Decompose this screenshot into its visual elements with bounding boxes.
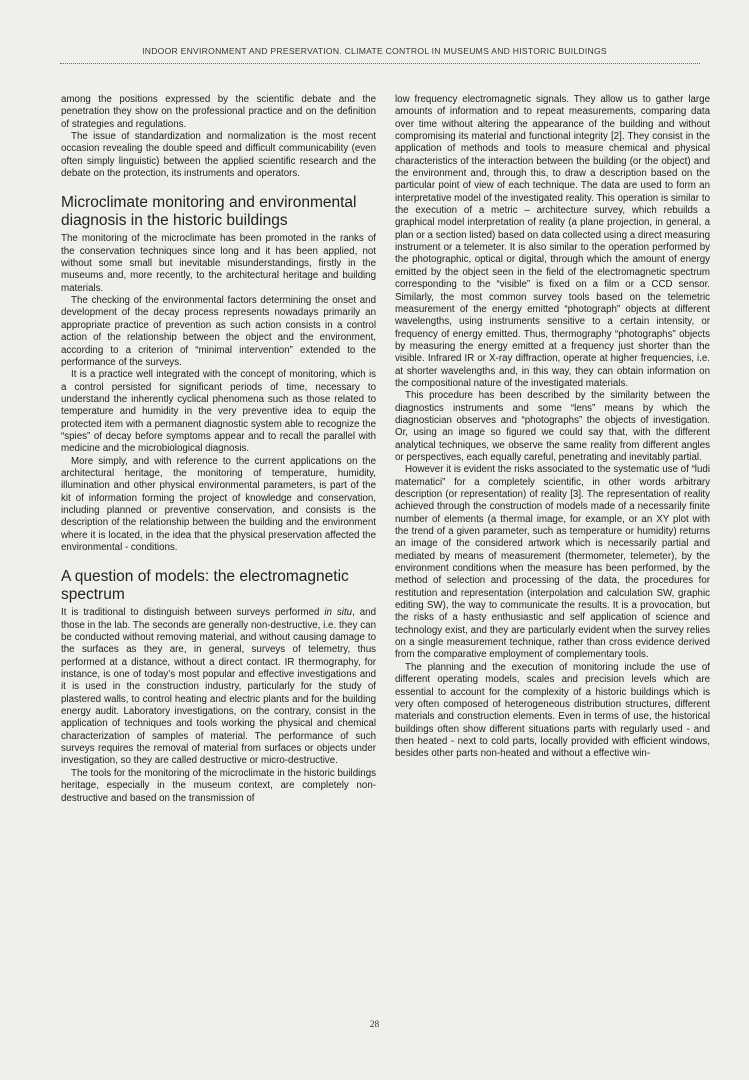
paragraph: However it is evident the risks associated to the systematic use of “ludi matematici” for a completely scientific, in other words arbitrary description (or representation) of reality [3]. The representation of reality achieved through the construction of models made of a necessarily finite number of elements (a thermal image, for example, or an XY plot with the trend of a given parameter, such as temperature or humidity) returns an image of the considered artwork which is necessarily partial and mediated by means of measurement (thermometer, telemeter), by the environment conditions when the measure has been performed, by the method of selection and processing of the data, the procedures for restitution and representation (interpolation and calculation SW, graphic editing SW), the way to communicate the results. It is a provocation, but the risks of a hasty enthusiastic and self application of science and technology exist, and they are particularly evident when the survey relies on a single measurement technique, rather than cross evidence derived from the comparative employment of complementary tools. [395, 464, 710, 661]
paragraph: low frequency electromagnetic signals. They allow us to gather large amounts of information and to repeat measurements, comparing data over time without altering the appearance of the building and without compromising its material and functional integrity [2]. They consist in the application of methods and tools to measure chemical and physical characteristics of the interaction between the building (or the object) and the environment and, through this, to draw a description based on the particular point of view of each technique. The data are used to form an interpretative model of the investigated reality. This operation is similar to the execution of a metric – architecture survey, which rebuilds a graphical model interpretation of reality (a plane projection, in general, a plan or a section listed) based on data collected using a direct measuring instrument or a telemeter. It is also similar to the operation performed by the photographic, optical or digital, through which the amount of energy emitted by the object seen in the field of the electromagnetic spectrum corresponding to the “visible” is fixed on a film or a CCD sensor. Similarly, the most common survey tools based on the telemetric measurement of the energy emitted “photograph” objects at different wavelengths, using instruments sensitive to a certain intensity, or frequency of energy emitted. Thus, thermography “photographs” objects by measuring the energy emitted at a frequency just shorter than the visible. Infrared IR or X-ray diffraction, operate at higher frequencies, i.e. at shorter wavelengths and, in this way, they can obtain information on the compositional nature of the investigated materials. [395, 94, 710, 389]
paragraph: The planning and the execution of monitoring include the use of different operating models, scales and precision levels which are essential to account for the complexity of a historic buildings which is very often composed of heterogeneous distribution structures, different materials and construction elements. Even in terms of use, the historical buildings often show different situations parts with regularly used - and then heated - next to cold parts, locally provided with efficient windows, besides other parts non-heated and without a effective win- [395, 661, 710, 760]
running-head: INDOOR ENVIRONMENT AND PRESERVATION. CLIMATE CONTROL IN MUSEUMS AND HISTORIC BUILDINGS [142, 46, 607, 56]
section-heading: Microclimate monitoring and environmental diagnosis in the historic buildings [61, 194, 357, 230]
text-run: It is traditional to distinguish between surveys performed [61, 607, 325, 619]
text-run: , and those in the lab. The seconds are generally non-destructive, i.e. they can be conducted without removing material, and without causing damage to the surfaces as they are, in general, surveys of telemetry, thus performed at a distance, without a direct contact. IR thermography, for instance, is one of today’s most popular and effective investigations and it is used in the construction industry, particularly for the study of plastered walls, to control heating and electric plants and for the building energy audit. Laboratory investigations, on the contrary, consist in the application of techniques and tools working the physical and chemical characterization of samples of material. The performance of such surveys requires the removal of material from surfaces or objects under investigation, so they are called destructive or micro-destructive. [61, 607, 376, 767]
italic-term: in situ [324, 607, 353, 619]
section-heading: A question of models: the electromagnetic spectrum [61, 568, 349, 604]
paragraph: The monitoring of the microclimate has been promoted in the ranks of the conservation techniques since long and it has been applied, not without some small but inevitable misunderstandings, firstly in the museums and, more recently, to the architectural heritage and building materials. [61, 233, 376, 294]
header-rule [60, 63, 700, 64]
paragraph: among the positions expressed by the scientific debate and the penetration they show on the professional practice and on the definition of strategies and regulations. [61, 94, 376, 130]
paragraph [61, 607, 376, 767]
paragraph: The checking of the environmental factors determining the onset and development of the decay process represents nowadays primarily an appropriate practice of prevention as such action consists in a control action of the relationship between the object and the environment, according to a criterion of “minimal intervention” extended to the performance of the surveys. [61, 295, 376, 368]
paragraph: More simply, and with reference to the current applications on the architectural heritage, the monitoring of temperature, humidity, illumination and other physical environmental parameters, is part of the kit of information forming the project of knowledge and conservation, including planned or preventive conservation, and consists is the description of the relationship between the building and the environment where it is located, in the idea that the physical preservation affected the environmental - conditions. [61, 455, 376, 553]
paragraph: The issue of standardization and normalization is the most recent occasion revealing the double speed and difficult communicability (even often simply linguistic) between the applied scientific research and the debate on the protection, its instruments and operators. [61, 131, 376, 180]
paragraph: This procedure has been described by the similarity between the diagnostics instruments and some “lens” means by which the diagnostician observes and “photographs” the objects of investigation. Or, using an image so figured we could say that, with the different analytical techniques, we observe the same reality from different angles or perspectives, each equally careful, penetrating and inevitably partial. [395, 390, 710, 463]
left-column [61, 94, 376, 805]
paragraph: It is a practice well integrated with the concept of monitoring, which is a control persisted for significant periods of time, necessary to understand the inherently cyclical phenomena such as those related to temperature and humidity in the very preventive idea to equip the protected item with a permanent diagnostic system able to recognize the “spies” of decay before symptoms appear and to recall the parallel with medicine and the microbiological diagnosis. [61, 369, 376, 455]
right-column [395, 94, 710, 761]
page-number: 28 [369, 1020, 380, 1030]
paragraph: The tools for the monitoring of the microclimate in the historic buildings heritage, especially in the museum context, are completely non-destructive and based on the transmission of [61, 767, 376, 804]
